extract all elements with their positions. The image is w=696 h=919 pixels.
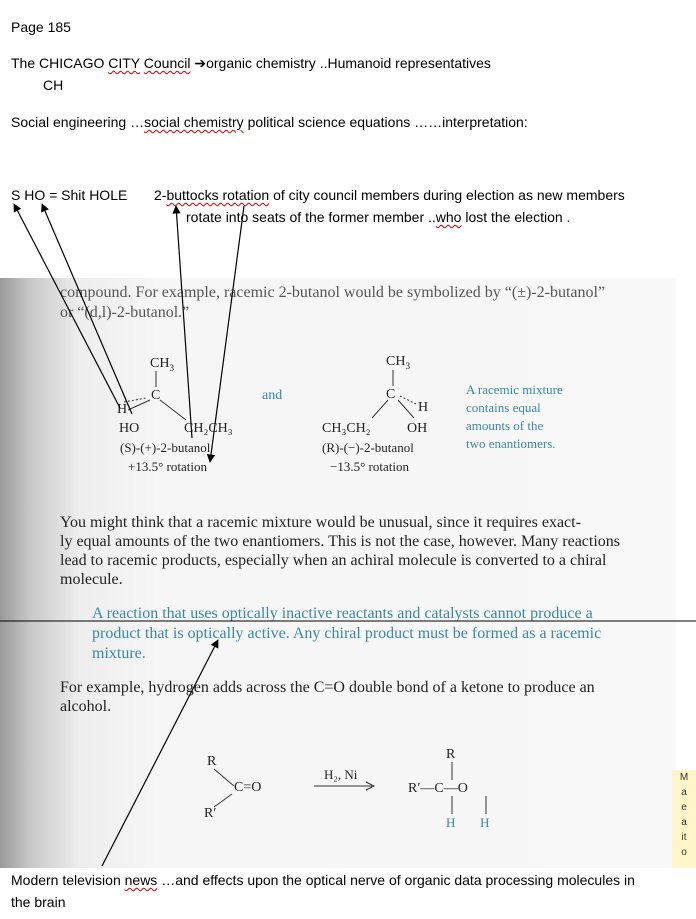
note-line-1-b: CITY bbox=[108, 55, 140, 71]
book-intro-2: or “(d,l)-2-butanol.” bbox=[60, 304, 190, 321]
s-name: (S)-(+)-2-butanol bbox=[120, 440, 211, 455]
r-methyl: $CH_3$ bbox=[386, 354, 410, 371]
ketone-rprime: R′ bbox=[204, 806, 217, 821]
ketone-bonds bbox=[214, 762, 486, 814]
r-name: (R)-(−)-2-butanol bbox=[322, 440, 414, 455]
r-carbon: C bbox=[386, 387, 396, 402]
note-line-4-b: 2- bbox=[154, 187, 167, 203]
para1-line3: lead to racemic products, especially when an achiral molecule is converted to a chiral bbox=[60, 552, 607, 569]
s-methyl: $CH_3$ bbox=[150, 356, 174, 373]
note-line-5-b: who bbox=[435, 209, 462, 225]
s-ethyl: CH₂CH₃ bbox=[184, 421, 233, 436]
note-line-1-e: ➔organic chemistry ..Humanoid representatives bbox=[190, 55, 491, 71]
para1-line1: You might think that a racemic mixture would be unusual, since it requires exact- bbox=[60, 514, 581, 531]
para2-line3: mixture. bbox=[92, 645, 146, 662]
s-hydroxyl: HO bbox=[119, 421, 140, 436]
para2-line1: A reaction that uses optically inactive reactants and catalysts cannot produce a bbox=[92, 605, 593, 622]
para1-line2: ly equal amounts of the two enantiomers. This is not the case, however. Many reactions bbox=[60, 533, 621, 550]
arrow-ho-left bbox=[42, 204, 132, 414]
page-number: Page 185 bbox=[11, 19, 71, 35]
note-bottom-1-a: Modern television bbox=[11, 872, 125, 888]
reagent-label: H₂, Ni bbox=[324, 767, 358, 782]
para3-line2: alcohol. bbox=[60, 698, 112, 715]
r-ethyl: CH₃CH₂ bbox=[322, 421, 371, 436]
note-line-1-a: The CHICAGO bbox=[11, 55, 109, 71]
s-bonds bbox=[124, 371, 186, 420]
margin-note-2: contains equal bbox=[466, 400, 541, 415]
arrow-news-up bbox=[102, 640, 218, 866]
alcohol-r: R bbox=[446, 747, 456, 762]
adjacent-page-edge: M a e a it o bbox=[672, 770, 696, 868]
alcohol-chain: R′—C—O bbox=[408, 781, 468, 796]
and-label: and bbox=[262, 388, 283, 403]
r-bonds bbox=[372, 370, 416, 418]
note-line-3-b: social chemistry bbox=[144, 114, 244, 130]
s-hydrogen: H bbox=[117, 402, 128, 417]
arrow-buttocks-up bbox=[176, 206, 192, 438]
note-bottom-2: the brain bbox=[11, 894, 66, 910]
s-rotation: +13.5° rotation bbox=[128, 459, 207, 474]
note-bottom-1-b: news bbox=[124, 872, 158, 888]
margin-note-3: amounts of the bbox=[466, 418, 544, 433]
note-line-4a: S HO = Shit HOLE bbox=[11, 187, 128, 203]
alcohol-h2: H bbox=[480, 815, 490, 830]
margin-note-1: A racemic mixture bbox=[466, 382, 563, 397]
note-line-3-c: political science equations ……interpretation: bbox=[243, 114, 528, 130]
note-line-1-d: Council bbox=[143, 55, 191, 71]
r-hydroxyl: OH bbox=[407, 421, 428, 436]
para1-line4: molecule. bbox=[60, 571, 123, 588]
r-rotation: −13.5° rotation bbox=[330, 459, 409, 474]
arrow-s-left bbox=[14, 204, 120, 408]
note-line-4-c: buttocks rotation bbox=[166, 187, 270, 203]
ketone-carbonyl: C=O bbox=[234, 780, 262, 795]
s-carbon: C bbox=[151, 388, 161, 403]
arrow-into-down bbox=[210, 206, 244, 462]
note-line-2: CH bbox=[43, 77, 64, 93]
margin-note-4: two enantiomers. bbox=[466, 436, 556, 451]
ketone-r: R bbox=[207, 754, 217, 769]
para2-line2: product that is optically active. Any chiral product must be formed as a racemic bbox=[92, 625, 602, 642]
r-hydrogen: H bbox=[418, 400, 429, 415]
para3-line1: For example, hydrogen adds across the C=O double bond of a ketone to produce an bbox=[60, 679, 595, 696]
note-line-5-a: rotate into seats of the former member .. bbox=[186, 209, 436, 225]
note-line-5-c: lost the election . bbox=[461, 209, 571, 225]
alcohol-h1: H bbox=[446, 815, 456, 830]
book-intro-1: compound. For example, racemic 2-butanol would be symbolized by “(±)-2-butanol” bbox=[60, 284, 606, 301]
note-bottom-1-c: …and effects upon the optical nerve of organic data processing molecules in bbox=[157, 872, 635, 888]
note-line-4-d: of city council members during election as new members bbox=[269, 187, 625, 203]
note-line-3-a: Social engineering … bbox=[11, 114, 145, 130]
